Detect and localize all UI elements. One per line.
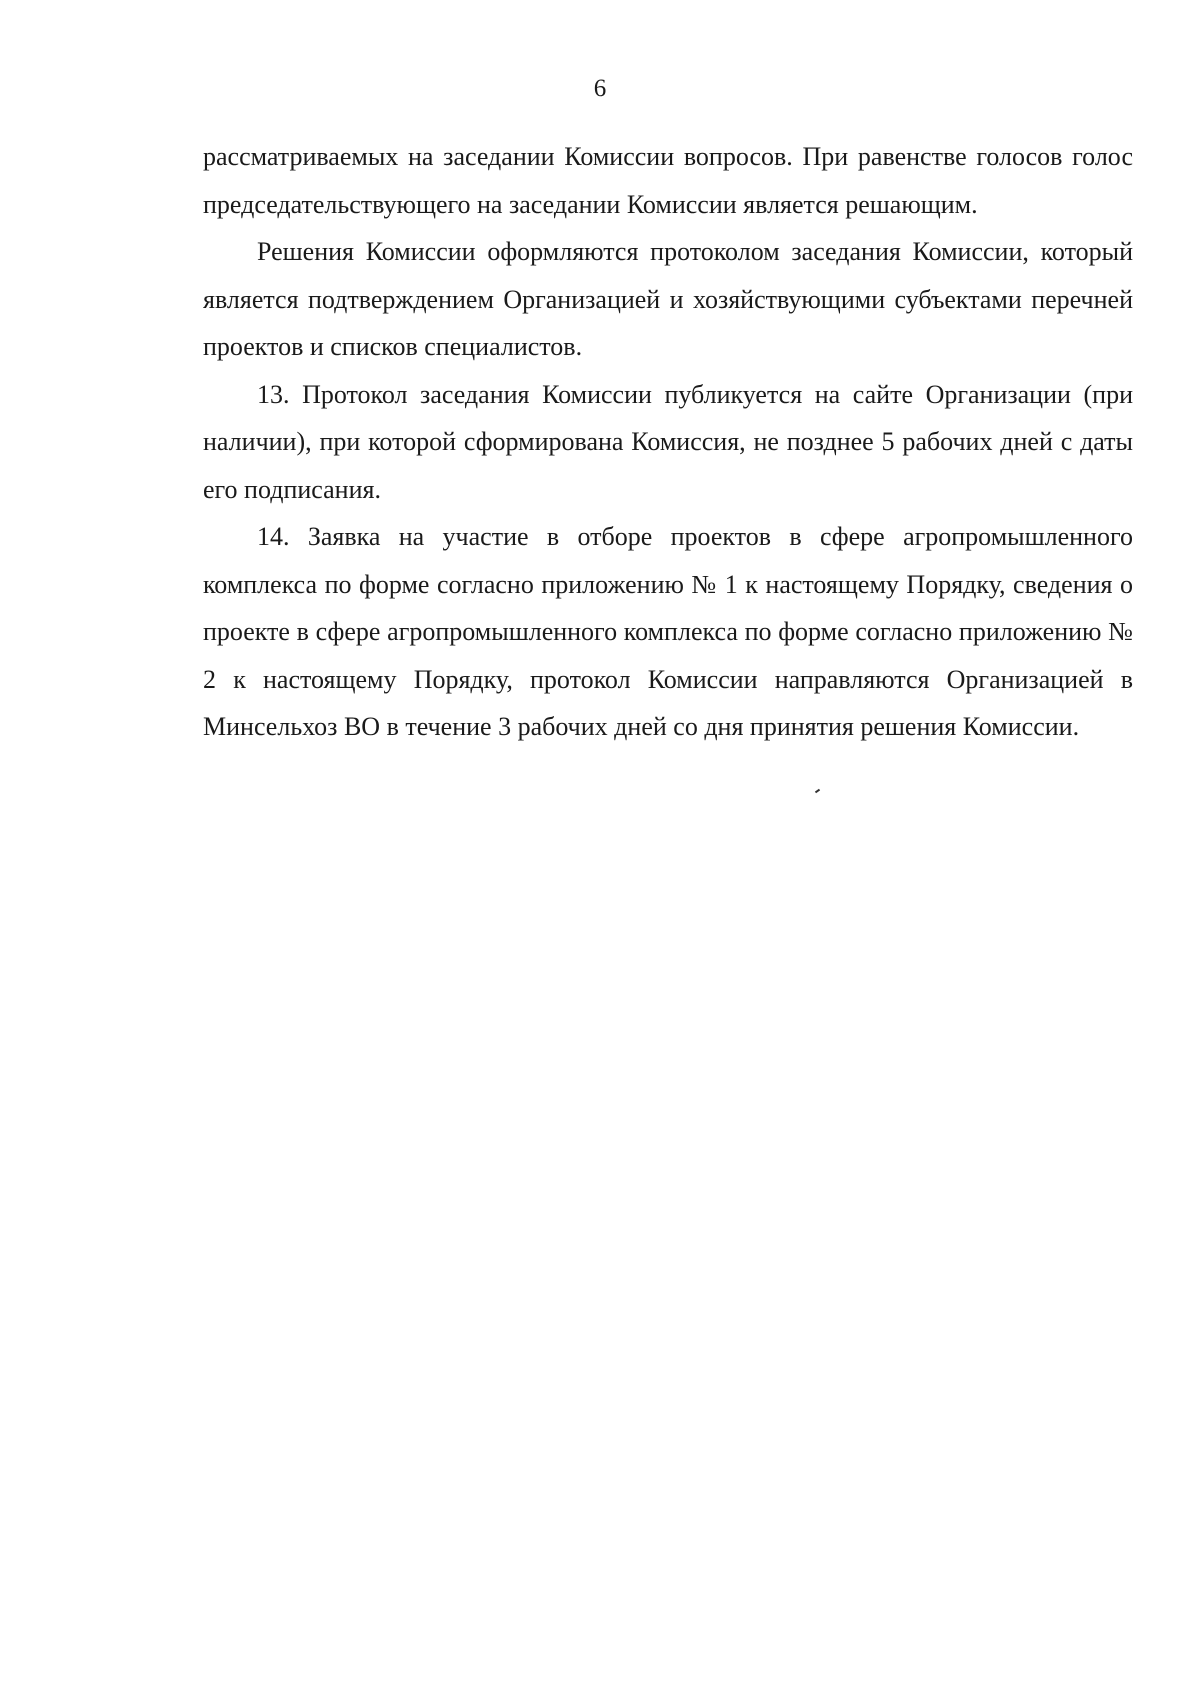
document-body (203, 133, 1133, 751)
paragraph-commission-decisions: Решения Комиссии оформляются протоколом заседания Комиссии, который является подтверждением Организацией и хозяйствующими субъектами перечней проектов и списков специалистов. (203, 237, 1133, 361)
page-number: 6 (593, 75, 607, 102)
paragraph-continuation: рассматриваемых на заседании Комиссии вопросов. При равенстве голосов голос председательствующего на заседании Комиссии является решающим. (203, 142, 1133, 219)
stray-ink-mark (815, 789, 820, 794)
paragraph-item-14: 14. Заявка на участие в отборе проектов в сфере агропромышленного комплекса по форме согласно приложению № 1 к настоящему Порядку, сведения о проекте в сфере агропромышленного комплекса по форме согласно приложению № 2 к настоящему Порядку, протокол Комиссии направляются Организацией в Минсельхоз ВО в течение 3 рабочих дней со дня принятия решения Комиссии. (203, 522, 1133, 741)
paragraph-item-13: 13. Протокол заседания Комиссии публикуется на сайте Организации (при наличии), при которой сформирована Комиссия, не позднее 5 рабочих дней с даты его подписания. (203, 379, 1133, 504)
